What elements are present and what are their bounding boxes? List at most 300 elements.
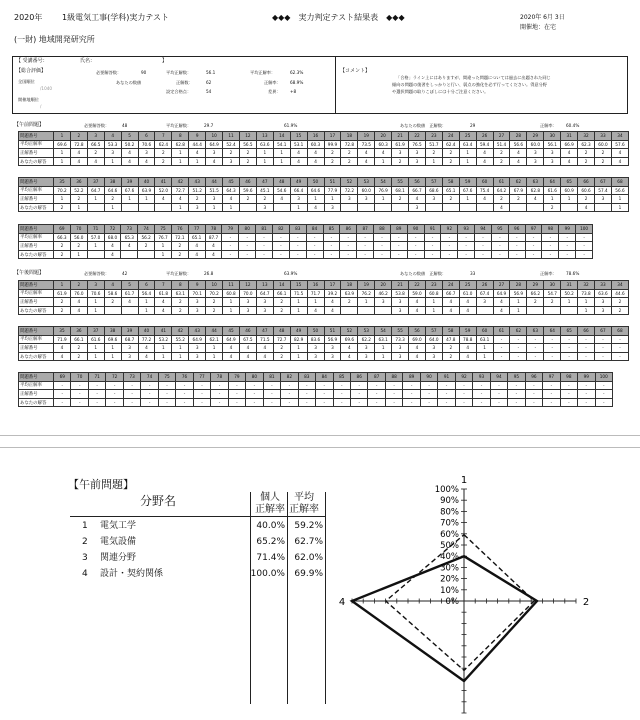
table-cell: -: [403, 398, 420, 407]
table-cell: 60.8: [425, 289, 442, 298]
table-cell: 62.2: [358, 335, 375, 344]
table-cell: 3: [324, 203, 341, 212]
table-cell: 4: [104, 250, 121, 259]
field-name: 設計・契約関係: [100, 569, 164, 579]
table-cell: [341, 306, 358, 315]
table-cell: 3: [324, 344, 341, 353]
table-cell: 3: [324, 352, 341, 361]
table-cell: 71.9: [54, 335, 71, 344]
table-cell: 18: [341, 281, 358, 290]
table-cell: 95: [508, 373, 525, 382]
table-cell: 1: [189, 157, 206, 166]
col-rule-3: [325, 492, 326, 704]
table-cell: 2: [138, 242, 155, 251]
table-cell: 96: [525, 373, 542, 382]
table-cell: -: [298, 398, 315, 407]
table-cell: 2: [70, 352, 87, 361]
table-cell: 2: [273, 344, 290, 353]
table-cell: 9: [189, 281, 206, 290]
table-cell: 13: [256, 132, 273, 141]
table-cell: 21: [392, 132, 409, 141]
table-cell: -: [542, 233, 559, 242]
table-cell: [87, 203, 104, 212]
table-cell: -: [357, 250, 374, 259]
table-cell: [121, 203, 138, 212]
table-cell: -: [544, 352, 561, 361]
table-cell: 67.6: [121, 186, 138, 195]
average-rate-row: [19, 381, 613, 390]
table-cell: 44: [206, 178, 223, 187]
table-cell: 40: [138, 327, 155, 336]
comment-line-1: 「合格」ライン上にはありますが、間違った問題については過去に出題された同じ: [396, 75, 551, 80]
table-cell: 3: [476, 298, 493, 307]
am-your-value: 29: [470, 123, 476, 128]
table-cell: -: [595, 335, 612, 344]
table-cell: [138, 250, 155, 259]
table-cell: 46: [239, 327, 256, 336]
table-cell: 1: [611, 203, 628, 212]
table-cell: 3: [392, 306, 409, 315]
table-cell: 1: [87, 298, 104, 307]
table-cell: 59.0: [409, 289, 426, 298]
table-cell: 62.4: [155, 140, 172, 149]
pm-your-value: 33: [470, 271, 476, 276]
pm-table-block-3: [18, 372, 613, 407]
table-cell: 34: [611, 281, 628, 290]
table-cell: 76: [171, 225, 188, 234]
table-cell: 66.1: [70, 335, 87, 344]
table-cell: 3: [425, 195, 442, 204]
table-cell: -: [298, 390, 315, 399]
table-cell: -: [385, 398, 402, 407]
table-cell: 2: [54, 306, 71, 315]
table-cell: 15: [290, 281, 307, 290]
table-cell: 2: [527, 298, 544, 307]
table-cell: 37: [87, 178, 104, 187]
table-cell: -: [407, 250, 424, 259]
table-cell: [476, 203, 493, 212]
table-cell: -: [88, 398, 105, 407]
table-cell: 4: [375, 149, 392, 158]
table-cell: 2: [425, 149, 442, 158]
table-cell: 52.2: [70, 186, 87, 195]
table-cell: 4: [290, 149, 307, 158]
table-cell: 2: [54, 203, 71, 212]
table-cell: 82: [281, 373, 298, 382]
table-cell: -: [407, 242, 424, 251]
table-cell: 52.0: [155, 186, 172, 195]
table-cell: 78.8: [459, 335, 476, 344]
table-cell: -: [281, 381, 298, 390]
table-cell: -: [508, 242, 525, 251]
table-cell: 22: [409, 132, 426, 141]
table-cell: -: [491, 250, 508, 259]
table-cell: -: [272, 242, 289, 251]
table-cell: -: [256, 250, 273, 259]
table-cell: -: [490, 398, 507, 407]
table-cell: 4: [611, 157, 628, 166]
table-cell: 80: [239, 225, 256, 234]
table-cell: 1: [155, 344, 172, 353]
table-cell: 56: [409, 178, 426, 187]
table-cell: 5: [121, 281, 138, 290]
table-cell: 1: [172, 149, 189, 158]
field-average-rate: 62.0%: [294, 553, 323, 563]
table-cell: 2: [544, 203, 561, 212]
table-cell: 56.6: [510, 140, 527, 149]
row-label: あなたの解答: [19, 398, 54, 407]
table-cell: -: [316, 381, 333, 390]
table-cell: 1: [561, 298, 578, 307]
table-cell: 64: [544, 327, 561, 336]
row-label: 問題番号: [19, 225, 54, 234]
table-cell: [442, 203, 459, 212]
table-cell: 4: [188, 250, 205, 259]
table-cell: 1: [87, 352, 104, 361]
table-cell: 3: [138, 149, 155, 158]
table-cell: -: [611, 344, 628, 353]
table-cell: -: [420, 390, 437, 399]
average-rate-row: [19, 335, 629, 344]
table-cell: 46: [239, 178, 256, 187]
table-cell: 3: [189, 203, 206, 212]
table-cell: 3: [189, 298, 206, 307]
table-cell: -: [544, 335, 561, 344]
table-cell: 36: [70, 327, 87, 336]
correct-answer-row: [19, 298, 629, 307]
table-cell: -: [176, 390, 193, 399]
table-cell: 1: [54, 132, 71, 141]
table-cell: 66.1: [273, 289, 290, 298]
table-cell: 9: [189, 132, 206, 141]
table-cell: 4: [104, 242, 121, 251]
table-cell: 49: [290, 178, 307, 187]
table-cell: 3: [223, 157, 240, 166]
average-rate-row: [19, 186, 629, 195]
table-cell: -: [475, 250, 492, 259]
table-cell: 64.9: [189, 335, 206, 344]
table-cell: -: [323, 250, 340, 259]
table-cell: [121, 306, 138, 315]
table-cell: -: [239, 233, 256, 242]
table-cell: 28: [510, 132, 527, 141]
table-cell: -: [578, 352, 595, 361]
table-cell: 44: [206, 327, 223, 336]
table-cell: -: [357, 242, 374, 251]
table-cell: 3: [595, 195, 612, 204]
table-cell: -: [211, 398, 228, 407]
table-cell: [358, 203, 375, 212]
your-answer-row: [19, 398, 613, 407]
comment-line-3: や選択問題の取りこぼしには十分ご注意ください。: [392, 89, 489, 94]
table-cell: 81: [256, 225, 273, 234]
table-cell: 61.6: [544, 186, 561, 195]
table-cell: -: [473, 390, 490, 399]
row-label: 平均正解率: [19, 289, 54, 298]
table-cell: -: [141, 398, 158, 407]
table-cell: 19: [358, 281, 375, 290]
table-cell: 4: [70, 149, 87, 158]
table-cell: -: [158, 390, 175, 399]
table-cell: -: [193, 398, 210, 407]
table-cell: 3: [256, 298, 273, 307]
table-cell: -: [106, 381, 123, 390]
table-cell: 34: [611, 132, 628, 141]
overall-correct-label: 正解数：: [176, 80, 193, 85]
table-cell: 88: [374, 225, 391, 234]
table-cell: -: [438, 381, 455, 390]
table-cell: 45.1: [256, 186, 273, 195]
table-cell: -: [193, 390, 210, 399]
table-cell: 21: [392, 281, 409, 290]
table-cell: 62: [510, 178, 527, 187]
table-cell: 1: [425, 157, 442, 166]
field-average-rate: 62.7%: [294, 537, 323, 547]
table-cell: 2: [155, 149, 172, 158]
table-cell: 1: [290, 352, 307, 361]
table-cell: 3: [425, 344, 442, 353]
personal-col-header: [252, 492, 288, 515]
table-cell: 1: [172, 352, 189, 361]
table-cell: 4: [155, 306, 172, 315]
table-cell: -: [256, 233, 273, 242]
am-req-value: 48: [122, 123, 128, 128]
table-cell: 87.7: [205, 233, 222, 242]
table-cell: 65.3: [121, 233, 138, 242]
table-cell: 4: [138, 352, 155, 361]
table-cell: 99: [559, 225, 576, 234]
table-cell: -: [458, 242, 475, 251]
table-cell: -: [420, 398, 437, 407]
radar-tick-label: 90%: [440, 496, 459, 507]
table-cell: 28: [510, 281, 527, 290]
table-cell: 4: [307, 157, 324, 166]
table-cell: 67.4: [476, 289, 493, 298]
table-cell: 3: [527, 149, 544, 158]
table-cell: -: [106, 398, 123, 407]
average-rate-row: [19, 289, 629, 298]
table-cell: 31: [561, 132, 578, 141]
table-cell: 48: [273, 178, 290, 187]
table-cell: 55: [392, 327, 409, 336]
table-cell: 62.8: [527, 186, 544, 195]
table-cell: 94: [475, 225, 492, 234]
table-cell: [138, 203, 155, 212]
table-cell: -: [424, 250, 441, 259]
table-cell: -: [595, 398, 612, 407]
table-cell: -: [543, 398, 560, 407]
table-cell: 4: [223, 352, 240, 361]
row-label: 平均正解率: [19, 233, 54, 242]
table-cell: 4: [459, 344, 476, 353]
field-detail-panel: [0, 447, 640, 720]
table-cell: 78: [205, 225, 222, 234]
table-cell: 57.0: [87, 233, 104, 242]
table-cell: 78: [211, 373, 228, 382]
table-cell: 1: [87, 242, 104, 251]
summary-divider: [335, 56, 336, 114]
table-cell: 1: [561, 195, 578, 204]
overall-rate-value: 68.9%: [290, 80, 304, 85]
correct-answer-row: [19, 242, 593, 251]
question-number-row: [19, 373, 613, 382]
table-cell: 2: [611, 298, 628, 307]
table-cell: 71.7: [307, 289, 324, 298]
table-cell: -: [306, 250, 323, 259]
table-cell: -: [438, 398, 455, 407]
table-cell: 64.6: [307, 186, 324, 195]
table-cell: 2: [172, 298, 189, 307]
table-cell: 4: [239, 352, 256, 361]
question-number-row: [19, 327, 629, 336]
table-cell: [459, 203, 476, 212]
table-cell: 3: [358, 195, 375, 204]
table-cell: -: [368, 398, 385, 407]
row-label: 平均正解率: [19, 140, 54, 149]
table-cell: 3: [425, 352, 442, 361]
table-cell: [544, 306, 561, 315]
radar-tick-label: 60%: [440, 529, 459, 540]
table-cell: 69.6: [341, 335, 358, 344]
table-cell: -: [578, 344, 595, 353]
table-cell: 1: [256, 149, 273, 158]
table-cell: -: [239, 242, 256, 251]
table-cell: 8: [172, 281, 189, 290]
pm-your-label: あなたの数値 正解数：: [400, 271, 447, 276]
table-cell: 3: [206, 195, 223, 204]
table-cell: 20: [375, 132, 392, 141]
table-cell: 26: [476, 281, 493, 290]
table-cell: 87: [368, 373, 385, 382]
table-cell: 60.3: [375, 140, 392, 149]
table-cell: 4: [611, 149, 628, 158]
table-cell: -: [455, 398, 472, 407]
table-cell: 71.5: [290, 289, 307, 298]
table-cell: 2: [510, 195, 527, 204]
table-cell: 2: [239, 195, 256, 204]
radar-tick-label: 50%: [440, 541, 459, 551]
table-cell: -: [211, 390, 228, 399]
table-cell: 39: [121, 327, 138, 336]
table-cell: 61.8: [155, 289, 172, 298]
table-cell: 1: [104, 203, 121, 212]
table-cell: 1: [54, 281, 71, 290]
table-cell: 59: [459, 178, 476, 187]
table-cell: 61: [493, 327, 510, 336]
table-cell: [239, 203, 256, 212]
radar-tick-label: 0%: [445, 597, 459, 607]
overall-diff-label: 差異：: [268, 89, 281, 94]
table-cell: -: [525, 381, 542, 390]
table-cell: 29: [527, 281, 544, 290]
table-cell: -: [578, 381, 595, 390]
table-cell: 63.9: [341, 289, 358, 298]
table-cell: 12: [239, 132, 256, 141]
table-cell: -: [368, 381, 385, 390]
table-cell: -: [263, 390, 280, 399]
table-cell: 1: [459, 157, 476, 166]
table-cell: [121, 250, 138, 259]
table-cell: 14: [273, 132, 290, 141]
table-cell: 1: [155, 242, 172, 251]
table-cell: 1: [138, 195, 155, 204]
table-cell: 84: [316, 373, 333, 382]
table-cell: 3: [358, 352, 375, 361]
table-cell: 4: [155, 195, 172, 204]
radar-axis-label: 4: [338, 597, 346, 608]
table-cell: 65.1: [442, 186, 459, 195]
table-cell: 66.7: [409, 186, 426, 195]
table-cell: 2: [206, 306, 223, 315]
table-cell: -: [54, 398, 71, 407]
table-cell: 12: [239, 281, 256, 290]
table-cell: 31: [561, 281, 578, 290]
table-cell: -: [510, 335, 527, 344]
table-cell: -: [578, 335, 595, 344]
table-cell: 63.6: [595, 289, 612, 298]
table-cell: 59.6: [239, 186, 256, 195]
table-cell: 4: [307, 306, 324, 315]
table-cell: 4: [510, 157, 527, 166]
table-cell: 65.1: [188, 233, 205, 242]
table-cell: 52: [341, 327, 358, 336]
table-cell: 3: [595, 306, 612, 315]
table-cell: 1: [70, 250, 87, 259]
row-label: 問題番号: [19, 178, 54, 187]
table-cell: 1: [324, 195, 341, 204]
table-cell: 49: [290, 327, 307, 336]
table-cell: 71.5: [256, 335, 273, 344]
table-cell: 2: [578, 195, 595, 204]
table-cell: -: [289, 242, 306, 251]
table-cell: 66.9: [561, 140, 578, 149]
examinee-close: 】: [162, 58, 168, 64]
exam-title: 1級電気工事(学科)実力テスト: [62, 13, 170, 22]
table-cell: 3: [87, 132, 104, 141]
table-cell: 4: [358, 157, 375, 166]
table-cell: 72.2: [341, 186, 358, 195]
table-cell: 3: [87, 281, 104, 290]
table-cell: 30: [544, 132, 561, 141]
table-cell: -: [576, 250, 593, 259]
table-cell: 76.5: [409, 140, 426, 149]
table-cell: 4: [70, 157, 87, 166]
table-cell: 1: [307, 298, 324, 307]
table-cell: 1: [54, 195, 71, 204]
table-cell: 86: [350, 373, 367, 382]
table-cell: 1: [375, 352, 392, 361]
table-cell: 3: [189, 344, 206, 353]
table-cell: 5: [121, 132, 138, 141]
table-cell: -: [543, 390, 560, 399]
table-cell: 73: [121, 225, 138, 234]
table-cell: 2: [324, 149, 341, 158]
table-cell: 87: [357, 225, 374, 234]
table-cell: 66.3: [54, 233, 71, 242]
table-cell: 1: [206, 344, 223, 353]
table-cell: -: [263, 381, 280, 390]
table-cell: -: [71, 381, 88, 390]
table-cell: 54.6: [273, 186, 290, 195]
correct-answer-row: [19, 195, 629, 204]
table-cell: -: [298, 381, 315, 390]
table-cell: 2: [442, 149, 459, 158]
table-cell: -: [491, 242, 508, 251]
your-answer-row: [19, 352, 629, 361]
table-cell: 4: [256, 344, 273, 353]
table-cell: -: [390, 250, 407, 259]
table-cell: 4: [223, 195, 240, 204]
